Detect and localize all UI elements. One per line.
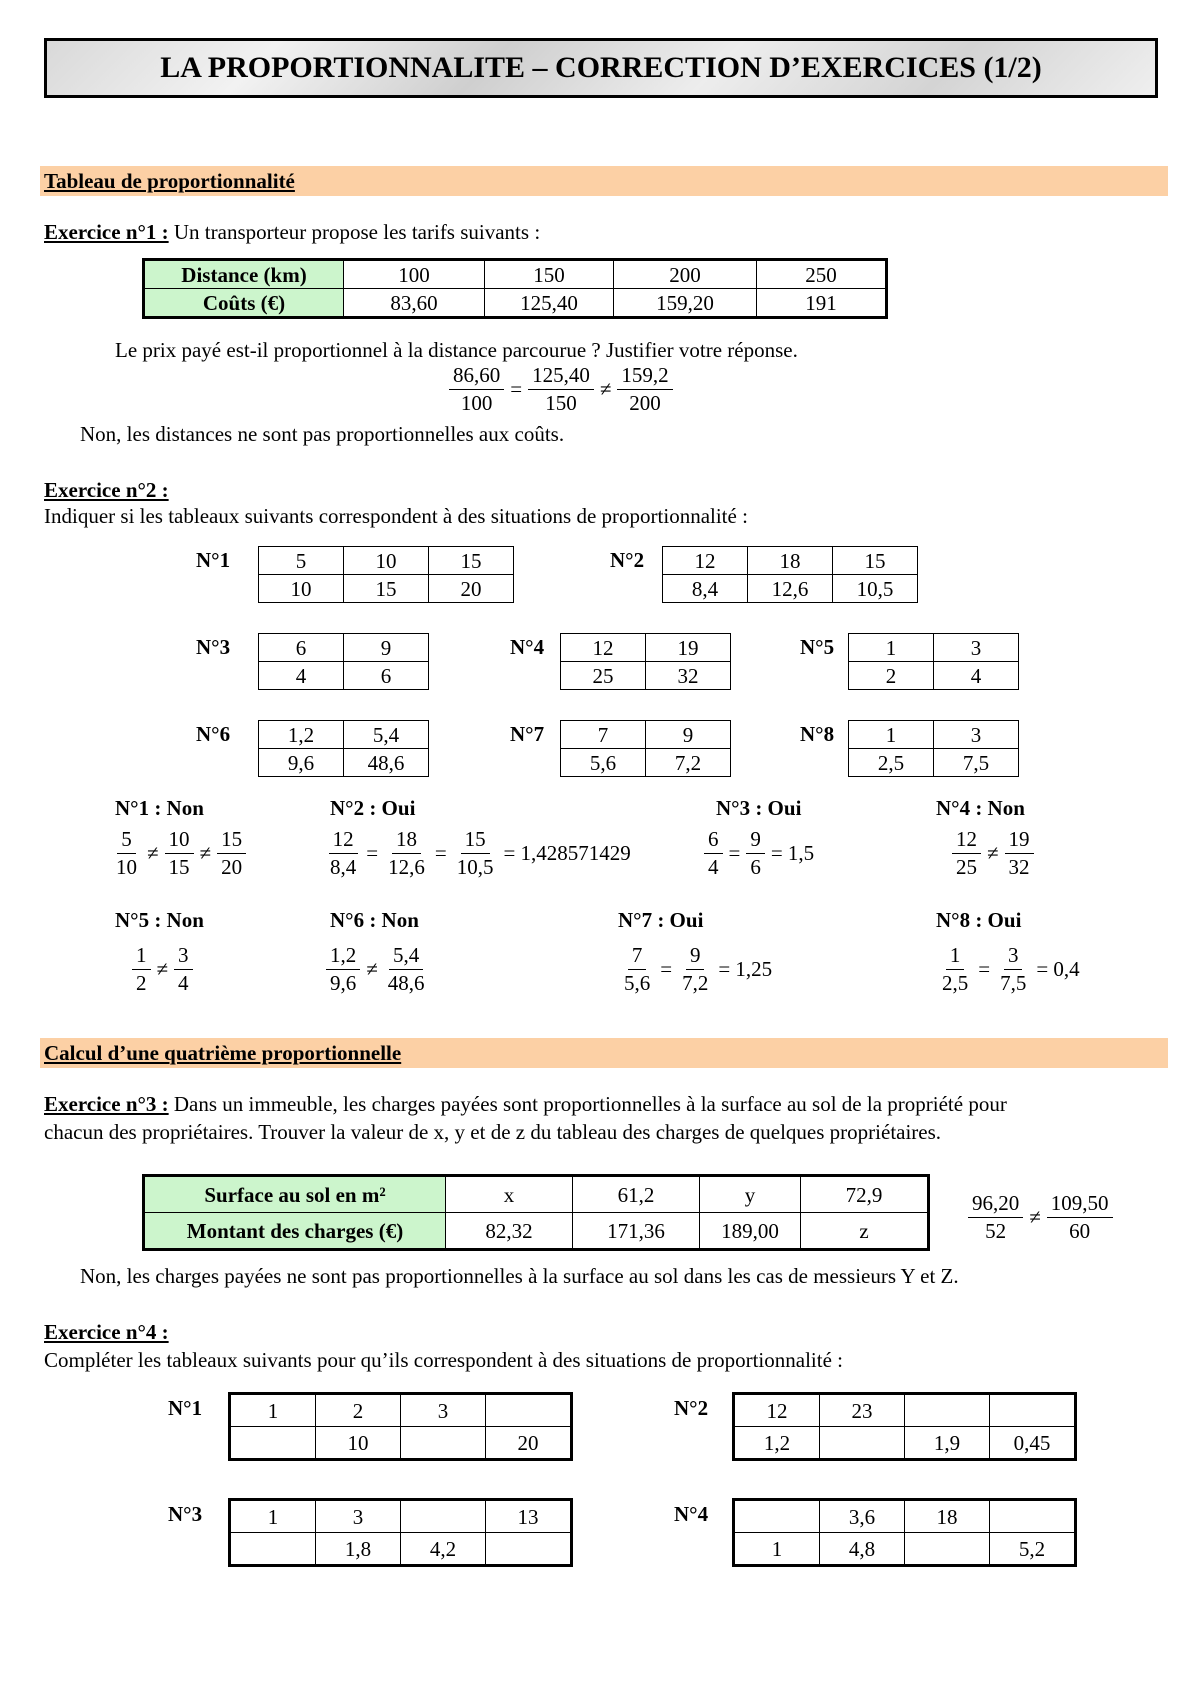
ex3-cell: 82,32	[446, 1213, 573, 1250]
ex4-table-label: N°3	[168, 1502, 203, 1526]
ex2-answer-head: N°8 : Oui	[936, 908, 1022, 932]
ex3-row2-header: Montant des charges (€)	[144, 1213, 446, 1250]
cell: 18	[748, 547, 833, 575]
ex3-cell: 61,2	[573, 1176, 700, 1213]
cell: 12	[561, 634, 646, 662]
cell: 7	[561, 721, 646, 749]
ex1-table	[142, 258, 888, 319]
ex2-table-3	[258, 633, 429, 690]
cell: 4	[934, 662, 1019, 690]
ex2-answer-head: N°6 : Non	[330, 908, 419, 932]
cell: 9	[344, 634, 429, 662]
cell: 10	[259, 575, 344, 603]
cell: 5,4	[344, 721, 429, 749]
ex1-cell: 250	[757, 260, 887, 289]
ex2-table-label: N°5	[800, 635, 835, 659]
ex3-statement	[44, 1092, 1007, 1117]
ex2-answer-eq: $\frac{12}{8,4}$ = $\frac{18}{12,6}$ = $\frac{15}{10,5}$ = 1,428571429	[330, 827, 631, 879]
ex2-table-label: N°7	[510, 722, 545, 746]
ex2-answer-head: N°4 : Non	[936, 796, 1025, 820]
cell: 2	[849, 662, 934, 690]
ex1-ratio-equation: $\frac{86,60}{100}$ = $\frac{125,40}{150}$ ≠ $\frac{159,2}{200}$	[447, 362, 675, 417]
ex1-cell: 159,20	[614, 289, 757, 318]
ex3-label: Exercice n°3 :	[44, 1092, 169, 1116]
ex1-cell: 83,60	[344, 289, 485, 318]
cell: 15	[429, 547, 514, 575]
cell: 6	[259, 634, 344, 662]
ex2-table-label: N°8	[800, 722, 835, 746]
cell: 9,6	[259, 749, 344, 777]
ex2-table-2	[662, 546, 918, 603]
ex2-answer-eq: $\frac{1}{2,5}$ = $\frac{3}{7,5}$ = 0,4	[942, 943, 1080, 995]
cell: 15	[344, 575, 429, 603]
ex2-answer-head: N°1 : Non	[115, 796, 204, 820]
fraction: $\frac{86,60}{100}$	[449, 362, 504, 417]
ex2-table-label: N°3	[196, 635, 231, 659]
ex2-answer-eq: $\frac{7}{5,6}$ = $\frac{9}{7,2}$ = 1,25	[624, 943, 773, 995]
fraction: $\frac{159,2}{200}$	[617, 362, 672, 417]
cell: 10	[344, 547, 429, 575]
ex2-table-label: N°6	[196, 722, 231, 746]
ex1-row1-header: Distance (km)	[144, 260, 344, 289]
ex1-cell: 150	[485, 260, 614, 289]
ex2-table-4	[560, 633, 731, 690]
ex4-table-4: 3,6 18 1 4,8 5,2	[732, 1498, 1077, 1567]
cell: 32	[646, 662, 731, 690]
cell: 20	[429, 575, 514, 603]
cell: 12,6	[748, 575, 833, 603]
ex1-answer: Non, les distances ne sont pas proportionnelles aux coûts.	[80, 422, 565, 446]
ex4-table-label: N°1	[168, 1396, 203, 1420]
cell: 10,5	[833, 575, 918, 603]
ex4-table-label: N°4	[674, 1502, 709, 1526]
ex2-table-7	[560, 720, 731, 777]
ex2-answer-eq: $\frac{12}{25}$ ≠ $\frac{19}{32}$	[950, 826, 1036, 881]
cell: 1,2	[259, 721, 344, 749]
ex1-cell: 200	[614, 260, 757, 289]
cell: 8,4	[663, 575, 748, 603]
ex2-text: Indiquer si les tableaux suivants correspondent à des situations de proportionnalité :	[44, 504, 748, 528]
ex2-table-label: N°2	[610, 548, 645, 572]
ex1-label: Exercice n°1 :	[44, 220, 169, 244]
cell: 25	[561, 662, 646, 690]
cell: 48,6	[344, 749, 429, 777]
ex2-answer-eq: $\frac{1,2}{9,6}$ ≠ $\frac{5,4}{48,6}$	[324, 942, 431, 997]
ex1-row2-header: Coûts (€)	[144, 289, 344, 318]
ex2-answer-head: N°5 : Non	[115, 908, 204, 932]
ex3-cell: z	[801, 1213, 929, 1250]
ex2-table-label: N°1	[196, 548, 231, 572]
section-heading-fourth-proportional: Calcul d’une quatrième proportionnelle	[40, 1038, 1168, 1068]
ex3-cell: 189,00	[700, 1213, 801, 1250]
ex1-question: Le prix payé est-il proportionnel à la distance parcourue ? Justifier votre réponse.	[115, 338, 798, 362]
ex2-answer-head: N°3 : Oui	[716, 796, 802, 820]
ex4-label: Exercice n°4 :	[44, 1320, 169, 1344]
ex2-answer-eq: $\frac{1}{2}$ ≠ $\frac{3}{4}$	[130, 942, 195, 997]
ex2-answer-head: N°2 : Oui	[330, 796, 416, 820]
ex2-answer-eq: $\frac{5}{10}$ ≠ $\frac{10}{15}$ ≠ $\frac{15}{20}$	[110, 826, 248, 881]
ex3-text: Dans un immeuble, les charges payées sont proportionnelles à la surface au sol de la propriété pour	[168, 1092, 1007, 1116]
cell: 7,2	[646, 749, 731, 777]
cell: 1	[849, 721, 934, 749]
fraction: $\frac{125,40}{150}$	[528, 362, 594, 417]
ex2-answer-head: N°7 : Oui	[618, 908, 704, 932]
ex1-cell: 191	[757, 289, 887, 318]
cell: 4	[259, 662, 344, 690]
ex4-table-label: N°2	[674, 1396, 709, 1420]
cell: 3	[934, 721, 1019, 749]
ex3-cell: 72,9	[801, 1176, 929, 1213]
ex3-text2: chacun des propriétaires. Trouver la valeur de x, y et de z du tableau des charges de quelques propriétaires.	[44, 1120, 942, 1144]
ex4-text: Compléter les tableaux suivants pour qu’ils correspondent à des situations de proportionnalité :	[44, 1348, 843, 1372]
ex3-table	[142, 1174, 930, 1251]
ex1-text: Un transporteur propose les tarifs suivants :	[168, 220, 541, 244]
ex2-answer-eq: $\frac{6}{4}$ = $\frac{9}{6}$ = 1,5	[702, 826, 818, 881]
cell: 5	[259, 547, 344, 575]
cell: 1	[849, 634, 934, 662]
ex3-row1-header: Surface au sol en m²	[144, 1176, 446, 1213]
cell: 6	[344, 662, 429, 690]
ex2-label: Exercice n°2 :	[44, 478, 169, 502]
ex4-table-1: 1 2 3 10 20	[228, 1392, 573, 1461]
ex2-table-1	[258, 546, 514, 603]
ex2-table-6	[258, 720, 429, 777]
ex1-statement	[44, 220, 540, 245]
cell: 2,5	[849, 749, 934, 777]
ex2-table-8	[848, 720, 1019, 777]
ex2-table-5	[848, 633, 1019, 690]
ex4-table-2: 12 23 1,2 1,9 0,45	[732, 1392, 1077, 1461]
cell: 12	[663, 547, 748, 575]
section-heading-proportionality-table: Tableau de proportionnalité	[40, 166, 1168, 196]
ex3-ratio-equation: $\frac{96,20}{52}$ ≠ $\frac{109,50}{60}$	[966, 1190, 1115, 1245]
cell: 5,6	[561, 749, 646, 777]
ex1-cell: 100	[344, 260, 485, 289]
ex2-table-label: N°4	[510, 635, 545, 659]
ex3-cell: y	[700, 1176, 801, 1213]
cell: 9	[646, 721, 731, 749]
ex4-table-3: 1 3 13 1,8 4,2	[228, 1498, 573, 1567]
cell: 3	[934, 634, 1019, 662]
cell: 19	[646, 634, 731, 662]
cell: 15	[833, 547, 918, 575]
page-title: LA PROPORTIONNALITE – CORRECTION D’EXERCICES (1/2)	[44, 38, 1158, 98]
ex1-cell: 125,40	[485, 289, 614, 318]
cell: 7,5	[934, 749, 1019, 777]
ex3-answer: Non, les charges payées ne sont pas proportionnelles à la surface au sol dans les cas de messieurs Y et Z.	[80, 1264, 959, 1288]
ex3-cell: x	[446, 1176, 573, 1213]
ex3-cell: 171,36	[573, 1213, 700, 1250]
